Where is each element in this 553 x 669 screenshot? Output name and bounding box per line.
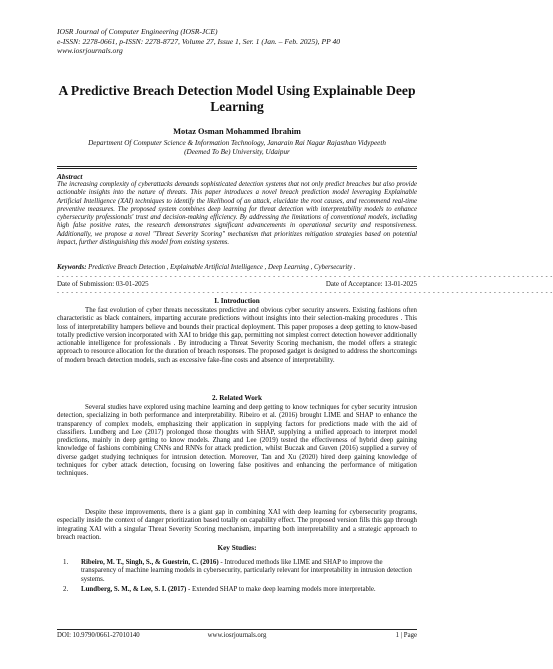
study-description: - Extended SHAP to make deep learning models more interpretable. [186,585,376,593]
list-item [57,559,417,584]
footer-rule [57,629,417,630]
separator-dashes-top: - - - - - - - - - - - - - - - - - - - - - - - - - - - - - - - - - - - - - - - - - - - - - - - - - - - - - - - - - - - - - - - - - - - - - - - - - - - - - - - - - - - - - - - - - - - - - - - - - - - - - - - - - - [57,274,553,280]
journal-issn: e-ISSN: 2278-0661, p-ISSN: 2278-8727, Volume 27, Issue 1, Ser. 1 (Jan. – Feb. 2025), PP 40 [57,36,341,46]
abstract-top-rule-2 [57,168,417,169]
abstract-top-rule [57,166,417,167]
list-item-number: 2. [63,585,69,593]
section-heading-key-studies: Key Studies: [217,544,257,552]
journal-header [57,27,417,56]
author-affiliation [57,139,417,157]
related-work-paragraph-1: Several studies have explored using machine learning and deep getting to know techniques for cyber security intrusion detection, specializing in both performance and interpretability. Ribeiro et al. (2016) brought LIME and SHAP to enhance the transparency of complex models, emphasizing their application in supplying factors for predictions made with the aid of classifiers. Lundberg and Lee (2017) prolonged those thoughts with SHAP, supplying a unified approach to interpret model predictions, mainly in deep getting to know models. Zhang and Lee (2019) tested the effectiveness of hybrid deep gaining knowledge of fashions combining CNNs and RNNs for attack prediction, whilst Buczak and Guven (2016) supplied a survey of diverse gadget studying techniques for intrusion detection. Moreover, Tan and Xu (2020) hired deep gaining knowledge of techniques for cyber attack detection, focusing on lowering false positives and enhancing the performance of mitigation techniques. [57,404,417,478]
section-heading-related-work: 2. Related Work [212,394,262,402]
study-description: - Introduced methods like LIME and SHAP to improve the transparency of machine learning models in cybersecurity, particularly relevant for interpretability in intrusion detection systems. [81,559,412,583]
affiliation-line-2: (Deemed To Be) University, Udaipur [184,148,290,156]
footer-page-number: 1 | Page [395,632,417,639]
keywords-list: Predictive Breach Detection , Explainable Artificial Intelligence , Deep Learning , Cybersecurity . [86,264,356,271]
page-footer [57,632,417,640]
study-authors: Ribeiro, M. T., Singh, S., & Guestrin, C. (2016) [81,559,219,566]
author-name: Motaz Osman Mohammed Ibrahim [173,127,301,136]
abstract-heading: Abstract [57,172,83,181]
separator-dashes-bottom: - - - - - - - - - - - - - - - - - - - - - - - - - - - - - - - - - - - - - - - - - - - - - - - - - - - - - - - - - - - - - - - - - - - - - - - - - - - - - - - - - - - - - - - - - - - - - - - - - - - - - - - - - - [57,290,553,296]
key-studies-list [57,559,417,596]
affiliation-line-1: Department Of Computer Science & Information Technology, Janarain Rai Nagar Rajasthan Vidypeeth [88,139,386,147]
journal-name: IOSR Journal of Computer Engineering (IOSR-JCE) [57,27,218,36]
list-item [57,586,417,594]
journal-url[interactable]: www.iosrjournals.org [57,46,123,56]
list-item-number: 1. [63,559,69,566]
study-authors: Lundberg, S. M., & Lee, S. I. (2017) [81,585,187,593]
keywords [57,264,417,272]
date-of-submission: Date of Submission: 03-01-2025 [57,280,149,288]
paper-title: A Predictive Breach Detection Model Using Explainable Deep Learning [58,83,416,114]
abstract-text: The increasing complexity of cyberattacks demands sophisticated detection systems that not only predict breaches but also provide actionable insights into the nature of threats. This paper introduces a novel breach prediction model leveraging Explainable Artificial Intelligence (XAI) techniques to identify the likelihood of an attack, elucidate the root causes, and recommend real-time preventive measures. The proposed system combines deep learning for threat detection with interpretability models to enhance cybersecurity professionals' trust and decision-making efficiency. By addressing the limitations of conventional models, including high false positive rates, the research demonstrates significant advancements in operational security and responsiveness. Additionally, we propose a novel "Threat Severity Scoring" mechanism that prioritizes mitigation strategies based on potential impact, further distinguishing this model from existing systems. [57,181,417,247]
keywords-label: Keywords: [57,264,87,271]
related-work-paragraph-2: Despite these improvements, there is a giant gap in combining XAI with deep learning for cybersecurity programs, especially inside the context of danger prioritization based totally on capability effect. The proposed version fills this gap through integrating XAI with a singular Threat Severity Scoring mechanism, imparting both interpretability and a strategic approach to breach reaction. [57,509,417,541]
footer-site[interactable]: www.iosrjournals.org [207,632,267,639]
dates-row [57,280,417,288]
introduction-paragraph: The fast evolution of cyber threats necessitates predictive and obvious cyber security answers. Existing fashions often characteristic as black containers, imparting accurate predictions without insights into their selection-making procedures . This loss of interpretability hampers believe and bounds their practical deployment. This paper proposes a deep getting to know-based totally predictive version incorporated with XAI to bridge this gap, permitting not simplest correct detection however additionally actionable intelligence for professionals . By introducing a Threat Severity Scoring mechanism, the model offers a strategic approach to resource allocation for the duration of breach responses. The proposed gadget is designed to address the shortcomings of modern breach detection models, such as excessive fake-fine costs and absence of interpretability. [57,307,417,364]
date-of-acceptance: Date of Acceptance: 13-01-2025 [325,280,417,288]
section-heading-introduction: I. Introduction [214,297,260,305]
footer-doi: DOI: 10.9790/0661-27010140 [57,632,140,639]
